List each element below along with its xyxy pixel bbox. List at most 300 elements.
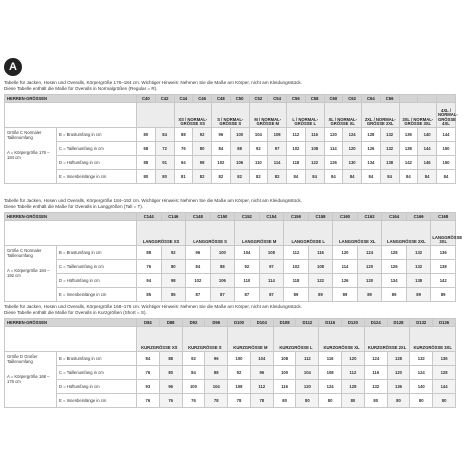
measurement-label: B = Brustumfang in cm: [57, 352, 137, 366]
measurement-value: 89: [382, 288, 407, 302]
measurement-value: 78: [205, 394, 228, 408]
size-code: C64: [362, 95, 381, 103]
measurement-value: 120: [342, 352, 365, 366]
measurement-value: 120: [333, 246, 358, 260]
table-caption: Tabelle für Jacken, Hosen und Overalls, Körpergröße 168–176 cm. Wichtiger Hinweis: Nehmen Sie die Maße am Körper, nicht am Kleidungsstück.: [4, 304, 302, 309]
measurement-value: 102: [212, 156, 231, 170]
size-code: C166: [406, 213, 431, 221]
measurement-value: 89: [406, 288, 431, 302]
size-code: C154: [259, 213, 284, 221]
measurement-value: 100: [273, 366, 296, 380]
measurement-label: E = Innenbeinlänge in cm: [57, 170, 137, 184]
measurement-value: 97: [259, 260, 284, 274]
measurement-value: 110: [249, 156, 268, 170]
measurement-value: 84: [287, 170, 306, 184]
measurement-row: [5, 156, 456, 170]
measurement-value: 80: [159, 366, 182, 380]
size-group: 2XL / NORMAL-GRÖSSE 2XL: [362, 103, 400, 128]
measurement-value: 112: [296, 352, 319, 366]
header-row: [5, 95, 456, 103]
measurement-value: 85: [161, 288, 186, 302]
size-description-type: Größe D Großer Taillenumfang: [7, 354, 38, 364]
measurement-value: 78: [250, 394, 273, 408]
measurement-value: 110: [235, 274, 260, 288]
measurement-value: 134: [382, 274, 407, 288]
size-group: M / NORMAL-GRÖSSE M: [249, 103, 287, 128]
size-description: [5, 352, 57, 408]
size-group: KURZGRÖSSE S: [182, 327, 228, 352]
measurement-value: 150: [437, 156, 456, 170]
measurement-value: 128: [387, 352, 410, 366]
table-caption: Tabelle für Jacken, Hosen und Overalls, Körpergröße 184–192 cm. Wichtiger Hinweis: Nehmen Sie die Maße am Körper, nicht am Kleidungsstück.: [4, 198, 302, 203]
size-group: KURZGRÖSSE L: [273, 327, 319, 352]
measurement-value: 118: [287, 156, 306, 170]
size-table: [4, 318, 456, 408]
size-code: C40: [137, 95, 156, 103]
size-group-row: [5, 221, 456, 246]
size-code: C42: [155, 95, 174, 103]
section-badge: A: [4, 58, 22, 76]
measurement-value: 108: [319, 366, 342, 380]
measurement-value: 100: [210, 246, 235, 260]
size-group: KURZGRÖSSE M: [228, 327, 274, 352]
measurement-value: 80: [433, 394, 456, 408]
measurement-value: 120: [357, 260, 382, 274]
measurement-value: 128: [342, 380, 365, 394]
measurement-value: 142: [399, 156, 418, 170]
size-group: 4XL / NORMAL-GRÖSSE 4XL: [437, 103, 456, 128]
measurement-value: 130: [357, 274, 382, 288]
measurement-label: C = Taillenumfang in cm: [57, 260, 137, 274]
measurement-label: B = Brustumfang in cm: [57, 128, 137, 142]
measurement-value: 112: [342, 366, 365, 380]
measurement-row: [5, 288, 456, 302]
measurement-value: 136: [433, 352, 456, 366]
measurement-value: 94: [137, 274, 162, 288]
measurement-value: 80: [137, 170, 156, 184]
measurement-value: 120: [387, 366, 410, 380]
measurement-value: 104: [249, 128, 268, 142]
measurement-value: 84: [418, 170, 437, 184]
measurement-label: D = Hüftumfang in cm: [57, 274, 137, 288]
measurement-value: 84: [182, 366, 205, 380]
measurement-value: 132: [406, 260, 431, 274]
size-code: D96: [205, 319, 228, 327]
measurement-value: 80: [161, 260, 186, 274]
measurement-row: [5, 128, 456, 142]
measurement-value: 104: [250, 352, 273, 366]
size-code: D128: [387, 319, 410, 327]
measurement-value: 128: [362, 128, 381, 142]
measurement-value: 114: [324, 142, 343, 156]
size-code: C46: [193, 95, 212, 103]
measurement-value: 132: [380, 128, 399, 142]
measurement-value: 100: [230, 128, 249, 142]
measurement-value: 92: [193, 128, 212, 142]
size-code: D100: [228, 319, 251, 327]
measurement-value: 76: [137, 260, 162, 274]
measurement-value: 84: [380, 170, 399, 184]
measurement-label: E = Innenbeinlänge in cm: [57, 394, 137, 408]
size-group: L / NORMAL-GRÖSSE L: [287, 103, 325, 128]
measurement-value: 100: [182, 380, 205, 394]
measurement-value: 122: [308, 274, 333, 288]
measurement-label: C = Taillenumfang in cm: [57, 142, 137, 156]
measurement-value: 108: [259, 246, 284, 260]
measurement-row: [5, 142, 456, 156]
measurement-label: B = Brustumfang in cm: [57, 246, 137, 260]
measurement-value: 92: [161, 246, 186, 260]
measurement-value: 104: [205, 380, 228, 394]
measurement-value: 102: [287, 142, 306, 156]
measurement-value: 124: [319, 380, 342, 394]
size-group: LANGGRÖSSE M: [235, 221, 284, 246]
size-table-tall: [4, 198, 463, 302]
measurement-value: 88: [174, 128, 193, 142]
measurement-value: 138: [380, 156, 399, 170]
measurement-row: [5, 394, 456, 408]
measurement-value: 84: [212, 142, 231, 156]
measurement-value: 96: [205, 352, 228, 366]
measurement-value: 80: [342, 394, 365, 408]
size-code: C160: [333, 213, 358, 221]
measurement-value: 80: [364, 394, 387, 408]
measurement-value: 80: [387, 394, 410, 408]
measurement-value: 124: [357, 246, 382, 260]
table-header-title: HERREN-GRÖSSEN: [5, 213, 137, 221]
measurement-value: 108: [228, 380, 251, 394]
size-code: C58: [305, 95, 324, 103]
measurement-value: 128: [382, 246, 407, 260]
measurement-row: [5, 366, 456, 380]
measurement-value: 89: [431, 288, 456, 302]
measurement-value: 87: [186, 288, 211, 302]
size-code: D116: [319, 319, 342, 327]
measurement-value: 92: [235, 260, 260, 274]
size-code: D112: [296, 319, 319, 327]
measurement-value: 96: [250, 366, 273, 380]
measurement-label: D = Hüftumfang in cm: [57, 380, 137, 394]
size-code: C66: [380, 95, 399, 103]
size-group-row: [5, 103, 456, 128]
measurement-value: 82: [249, 170, 268, 184]
measurement-value: 102: [186, 274, 211, 288]
size-code: C158: [308, 213, 333, 221]
size-code: C44: [174, 95, 193, 103]
measurement-value: 116: [364, 366, 387, 380]
table-caption: Tabelle für Jacken, Hosen und Overalls, Körpergröße 176–184 cm. Wichtiger Hinweis: Nehmen Sie die Maße am Körper, nicht am Kleidungsstück.: [4, 80, 302, 85]
measurement-value: 88: [137, 246, 162, 260]
measurement-value: 112: [287, 128, 306, 142]
size-code: C48: [212, 95, 231, 103]
measurement-value: 138: [399, 142, 418, 156]
table-subcaption: Diese Tabelle enthält die Maße für Overalls in Kurzgrößen (Short = S).: [4, 310, 147, 315]
size-description: [5, 128, 57, 184]
measurement-value: 100: [228, 352, 251, 366]
measurement-value: 124: [343, 128, 362, 142]
measurement-value: 122: [305, 156, 324, 170]
measurement-value: 126: [362, 142, 381, 156]
measurement-value: 84: [186, 260, 211, 274]
measurement-value: 124: [364, 352, 387, 366]
measurement-value: 92: [228, 366, 251, 380]
size-description-height: A = Körpergröße 168 – 176 cm: [7, 374, 50, 384]
table-header-title: HERREN-GRÖSSEN: [5, 95, 137, 103]
measurement-value: 144: [437, 128, 456, 142]
measurement-value: 132: [410, 352, 433, 366]
measurement-value: 82: [193, 170, 212, 184]
size-code: D88: [159, 319, 182, 327]
size-group: LANGGRÖSSE XS: [137, 221, 186, 246]
measurement-value: 138: [406, 274, 431, 288]
measurement-value: 146: [418, 156, 437, 170]
measurement-value: 92: [249, 142, 268, 156]
measurement-value: 108: [308, 260, 333, 274]
measurement-value: 108: [305, 142, 324, 156]
measurement-value: 108: [268, 128, 287, 142]
measurement-value: 102: [284, 260, 309, 274]
measurement-value: 126: [382, 260, 407, 274]
table-subcaption: Diese Tabelle enthält die Maße für Overalls in Normalgrößen (Regular = R).: [4, 86, 158, 91]
measurement-value: 104: [296, 366, 319, 380]
size-group: KURZGRÖSSE 3XL: [410, 327, 456, 352]
measurement-value: 106: [210, 274, 235, 288]
measurement-value: 84: [343, 170, 362, 184]
measurement-value: 84: [437, 170, 456, 184]
measurement-value: 97: [268, 142, 287, 156]
measurement-value: 94: [174, 156, 193, 170]
size-code: D132: [410, 319, 433, 327]
size-code: C146: [161, 213, 186, 221]
measurement-value: 76: [137, 394, 160, 408]
measurement-row: [5, 170, 456, 184]
size-group: LANGGRÖSSE 2XL: [382, 221, 431, 246]
measurement-value: 89: [333, 288, 358, 302]
measurement-value: 120: [296, 380, 319, 394]
size-code: D124: [364, 319, 387, 327]
measurement-value: 80: [155, 170, 174, 184]
measurement-value: 144: [433, 380, 456, 394]
measurement-value: 91: [155, 156, 174, 170]
size-group: 3XL / NORMAL-GRÖSSE 3XL: [399, 103, 437, 128]
measurement-value: 114: [259, 274, 284, 288]
size-code: C164: [382, 213, 407, 221]
size-code: C150: [210, 213, 235, 221]
measurement-value: 88: [159, 352, 182, 366]
measurement-value: 72: [155, 142, 174, 156]
measurement-value: 84: [155, 128, 174, 142]
measurement-value: 106: [230, 156, 249, 170]
size-group: LANGGRÖSSE S: [186, 221, 235, 246]
size-description-type: Größe C Normaler Taillenumfang: [7, 130, 42, 140]
measurement-value: 132: [380, 142, 399, 156]
measurement-value: 104: [235, 246, 260, 260]
size-code: C152: [235, 213, 260, 221]
size-code-empty: [399, 95, 418, 103]
size-code: C52: [249, 95, 268, 103]
measurement-value: 84: [137, 352, 160, 366]
measurement-label: C = Taillenumfang in cm: [57, 366, 137, 380]
measurement-value: 96: [186, 246, 211, 260]
measurement-value: 112: [250, 380, 273, 394]
measurement-value: 98: [161, 274, 186, 288]
measurement-value: 120: [324, 128, 343, 142]
measurement-row: [5, 274, 456, 288]
measurement-value: 84: [362, 170, 381, 184]
measurement-value: 136: [399, 128, 418, 142]
measurement-value: 80: [410, 394, 433, 408]
measurement-value: 80: [319, 394, 342, 408]
measurement-value: 76: [174, 142, 193, 156]
size-group: KURZGRÖSSE XS: [137, 327, 183, 352]
measurement-value: 82: [230, 170, 249, 184]
measurement-value: 82: [212, 170, 231, 184]
size-group: S / NORMAL-GRÖSSE S: [212, 103, 250, 128]
measurement-value: 98: [193, 156, 212, 170]
size-group: XL / NORMAL-GRÖSSE XL: [324, 103, 362, 128]
measurement-value: 84: [399, 170, 418, 184]
measurement-value: 68: [137, 142, 156, 156]
size-code: D108: [273, 319, 296, 327]
measurement-value: 132: [406, 246, 431, 260]
size-code: D92: [182, 319, 205, 327]
measurement-row: [5, 260, 456, 274]
size-code-empty: [437, 95, 456, 103]
header-row: [5, 213, 456, 221]
measurement-value: 89: [357, 288, 382, 302]
size-table-regular: [4, 80, 456, 184]
measurement-value: 140: [410, 380, 433, 394]
table-subcaption: Diese Tabelle enthält die Maße für Overalls in Langgrößen (Tall = T).: [4, 204, 144, 209]
measurement-value: 92: [182, 352, 205, 366]
size-group: KURZGRÖSSE 2XL: [364, 327, 410, 352]
size-code: C54: [268, 95, 287, 103]
size-code: D84: [137, 319, 160, 327]
measurement-value: 88: [205, 366, 228, 380]
measurement-row: [5, 380, 456, 394]
group-label-spacer: [5, 327, 137, 352]
measurement-value: 126: [333, 274, 358, 288]
measurement-row: [5, 352, 456, 366]
measurement-value: 76: [159, 394, 182, 408]
measurement-value: 142: [431, 274, 456, 288]
measurement-value: 87: [259, 288, 284, 302]
measurement-value: 116: [305, 128, 324, 142]
measurement-value: 116: [319, 352, 342, 366]
size-group: KURZGRÖSSE XL: [319, 327, 365, 352]
size-group: XS / NORMAL-GRÖSSE XS: [174, 103, 212, 128]
measurement-value: 82: [268, 170, 287, 184]
measurement-value: 96: [212, 128, 231, 142]
measurement-value: 76: [137, 366, 160, 380]
measurement-value: 132: [364, 380, 387, 394]
measurement-value: 93: [137, 380, 160, 394]
size-code: C148: [186, 213, 211, 221]
measurement-value: 80: [137, 128, 156, 142]
measurement-value: 88: [230, 142, 249, 156]
size-code: C60: [324, 95, 343, 103]
measurement-value: 128: [433, 366, 456, 380]
table-header-title: HERREN-GRÖSSEN: [5, 319, 137, 327]
measurement-value: 76: [182, 394, 205, 408]
size-code: C156: [284, 213, 309, 221]
measurement-value: 96: [159, 380, 182, 394]
size-description: [5, 246, 57, 302]
size-group-row: [5, 327, 456, 352]
size-group: LANGGRÖSSE XL: [333, 221, 382, 246]
measurement-value: 136: [387, 380, 410, 394]
size-table: [4, 94, 456, 184]
measurement-value: 84: [324, 170, 343, 184]
size-description-height: A = Körpergröße 176 – 184 cm: [7, 150, 50, 160]
measurement-value: 116: [308, 246, 333, 260]
size-group: [137, 103, 175, 128]
measurement-value: 136: [431, 246, 456, 260]
measurement-label: E = Innenbeinlänge in cm: [57, 288, 137, 302]
size-code: C162: [357, 213, 382, 221]
size-code: D120: [342, 319, 365, 327]
measurement-value: 81: [174, 170, 193, 184]
measurement-value: 138: [431, 260, 456, 274]
measurement-value: 84: [305, 170, 324, 184]
measurement-value: 150: [437, 142, 456, 156]
size-code: C56: [287, 95, 306, 103]
group-label-spacer: [5, 221, 137, 246]
size-code: D104: [250, 319, 273, 327]
measurement-value: 126: [324, 156, 343, 170]
size-code: D136: [433, 319, 456, 327]
measurement-value: 89: [308, 288, 333, 302]
group-label-spacer: [5, 103, 137, 128]
measurement-value: 134: [362, 156, 381, 170]
measurement-value: 120: [343, 142, 362, 156]
measurement-value: 88: [137, 156, 156, 170]
measurement-value: 112: [284, 246, 309, 260]
size-code: C50: [230, 95, 249, 103]
measurement-value: 80: [273, 394, 296, 408]
size-description-type: Größe C Normaler Taillenumfang: [7, 248, 42, 258]
measurement-value: 108: [273, 352, 296, 366]
size-description-height: A = Körpergröße 184 – 192 cm: [7, 268, 50, 278]
measurement-value: 124: [410, 366, 433, 380]
header-row: [5, 319, 456, 327]
size-code: C144: [137, 213, 162, 221]
measurement-value: 114: [333, 260, 358, 274]
measurement-value: 80: [296, 394, 319, 408]
measurement-value: 116: [273, 380, 296, 394]
measurement-value: 89: [284, 288, 309, 302]
size-code: C168: [431, 213, 456, 221]
measurement-value: 140: [418, 128, 437, 142]
measurement-row: [5, 246, 456, 260]
size-table-short: [4, 304, 456, 408]
size-group: LANGGRÖSSE L: [284, 221, 333, 246]
size-table: [4, 212, 463, 302]
size-code-empty: [418, 95, 437, 103]
measurement-value: 80: [193, 142, 212, 156]
measurement-value: 87: [210, 288, 235, 302]
measurement-value: 114: [268, 156, 287, 170]
measurement-value: 118: [284, 274, 309, 288]
size-code: C62: [343, 95, 362, 103]
measurement-value: 88: [210, 260, 235, 274]
measurement-value: 130: [343, 156, 362, 170]
measurement-value: 85: [137, 288, 162, 302]
size-group: LANGGRÖSSE 3XL: [431, 221, 456, 246]
measurement-value: 144: [418, 142, 437, 156]
measurement-value: 87: [235, 288, 260, 302]
measurement-value: 78: [228, 394, 251, 408]
